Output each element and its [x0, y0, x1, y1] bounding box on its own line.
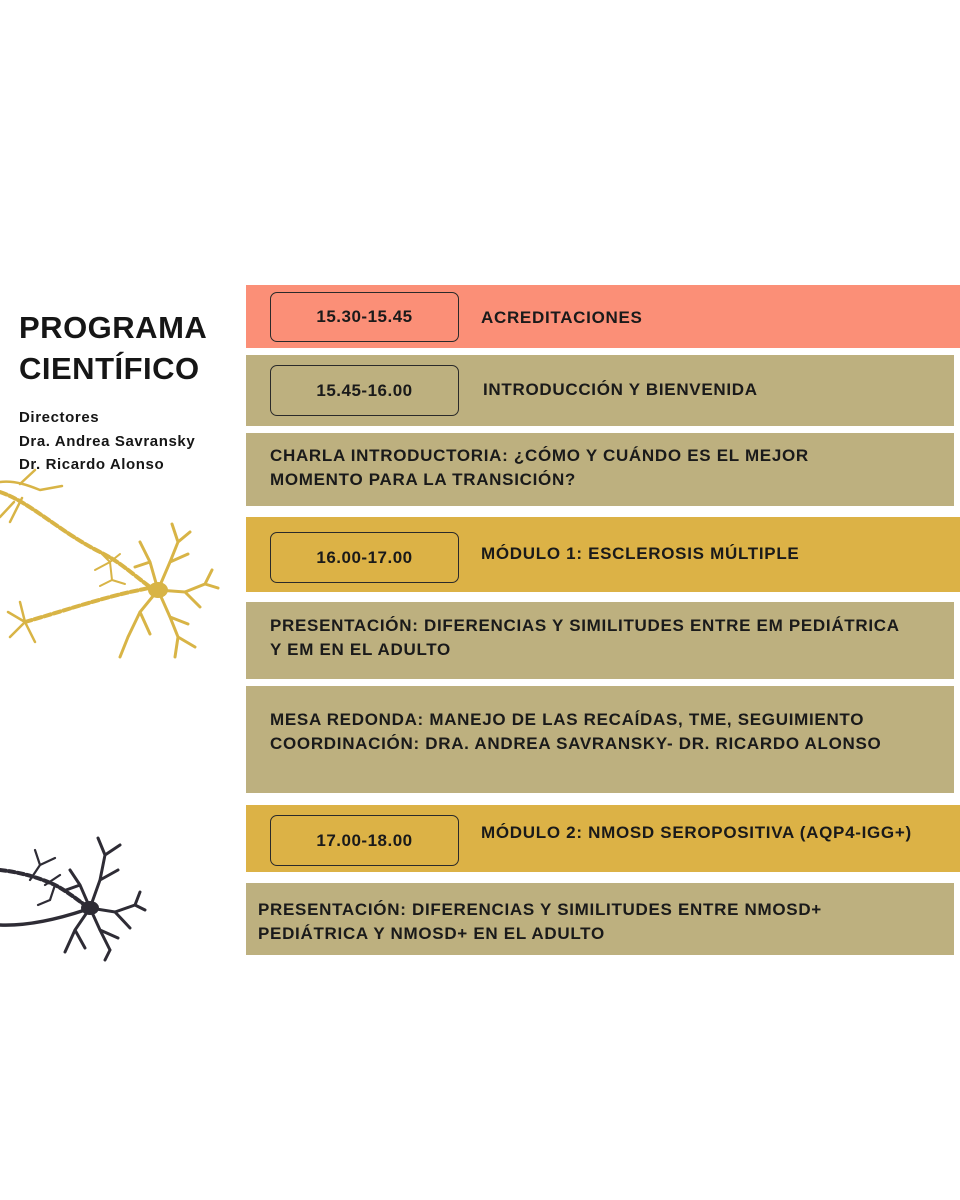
neuron-gold-icon: [0, 462, 225, 667]
session-title: [270, 444, 809, 492]
time-badge: 15.30-15.45: [270, 292, 459, 342]
session-title-line: MOMENTO PARA LA TRANSICIÓN?: [270, 470, 576, 489]
schedule-row-module-1: [246, 517, 960, 592]
session-title: MÓDULO 1: ESCLEROSIS MÚLTIPLE: [481, 544, 800, 563]
page-title-line-1: PROGRAMA: [19, 310, 208, 345]
time-badge: 17.00-18.00: [270, 815, 459, 866]
directors-heading: Directores: [19, 409, 100, 426]
session-title-line: MESA REDONDA: MANEJO DE LAS RECAÍDAS, TME, SEGUIMIENTO: [270, 710, 865, 729]
schedule-row-em-presentation: [246, 602, 954, 679]
session-title: INTRODUCCIÓN Y BIENVENIDA: [483, 380, 758, 399]
director-name: Dra. Andrea Savransky: [19, 432, 196, 450]
session-title-line: Y EM EN EL ADULTO: [270, 640, 451, 659]
session-title: MÓDULO 2: NMOSD SEROPOSITIVA (AQP4-IGG+): [481, 823, 912, 842]
schedule-row-intro-talk: [246, 433, 954, 506]
session-title-line: PEDIÁTRICA Y NMOSD+ EN EL ADULTO: [258, 924, 605, 943]
session-title-line: PRESENTACIÓN: DIFERENCIAS Y SIMILITUDES ENTRE NMOSD+: [258, 900, 822, 919]
schedule-row-accreditation: [246, 285, 960, 348]
schedule-row-welcome: [246, 355, 954, 426]
time-badge: 15.45-16.00: [270, 365, 459, 416]
session-title: [270, 708, 881, 756]
time-badge: 16.00-17.00: [270, 532, 459, 583]
schedule-row-module-2: [246, 805, 960, 872]
session-title: ACREDITACIONES: [481, 308, 643, 327]
session-title-line: PRESENTACIÓN: DIFERENCIAS Y SIMILITUDES ENTRE EM PEDIÁTRICA: [270, 616, 900, 635]
session-title: [270, 614, 900, 662]
director-name: Dr. Ricardo Alonso: [19, 456, 165, 473]
page-title: [19, 307, 207, 389]
session-title: [258, 898, 822, 946]
session-title-line: CHARLA INTRODUCTORIA: ¿CÓMO Y CUÁNDO ES EL MEJOR: [270, 446, 809, 465]
schedule-row-nmosd-presentation: [246, 883, 954, 955]
session-title-line: COORDINACIÓN: DRA. ANDREA SAVRANSKY- DR. RICARDO ALONSO: [270, 734, 882, 753]
page-title-line-2: CIENTÍFICO: [19, 351, 200, 386]
neuron-dark-icon: [0, 830, 150, 962]
schedule-row-round-table: [246, 686, 954, 793]
